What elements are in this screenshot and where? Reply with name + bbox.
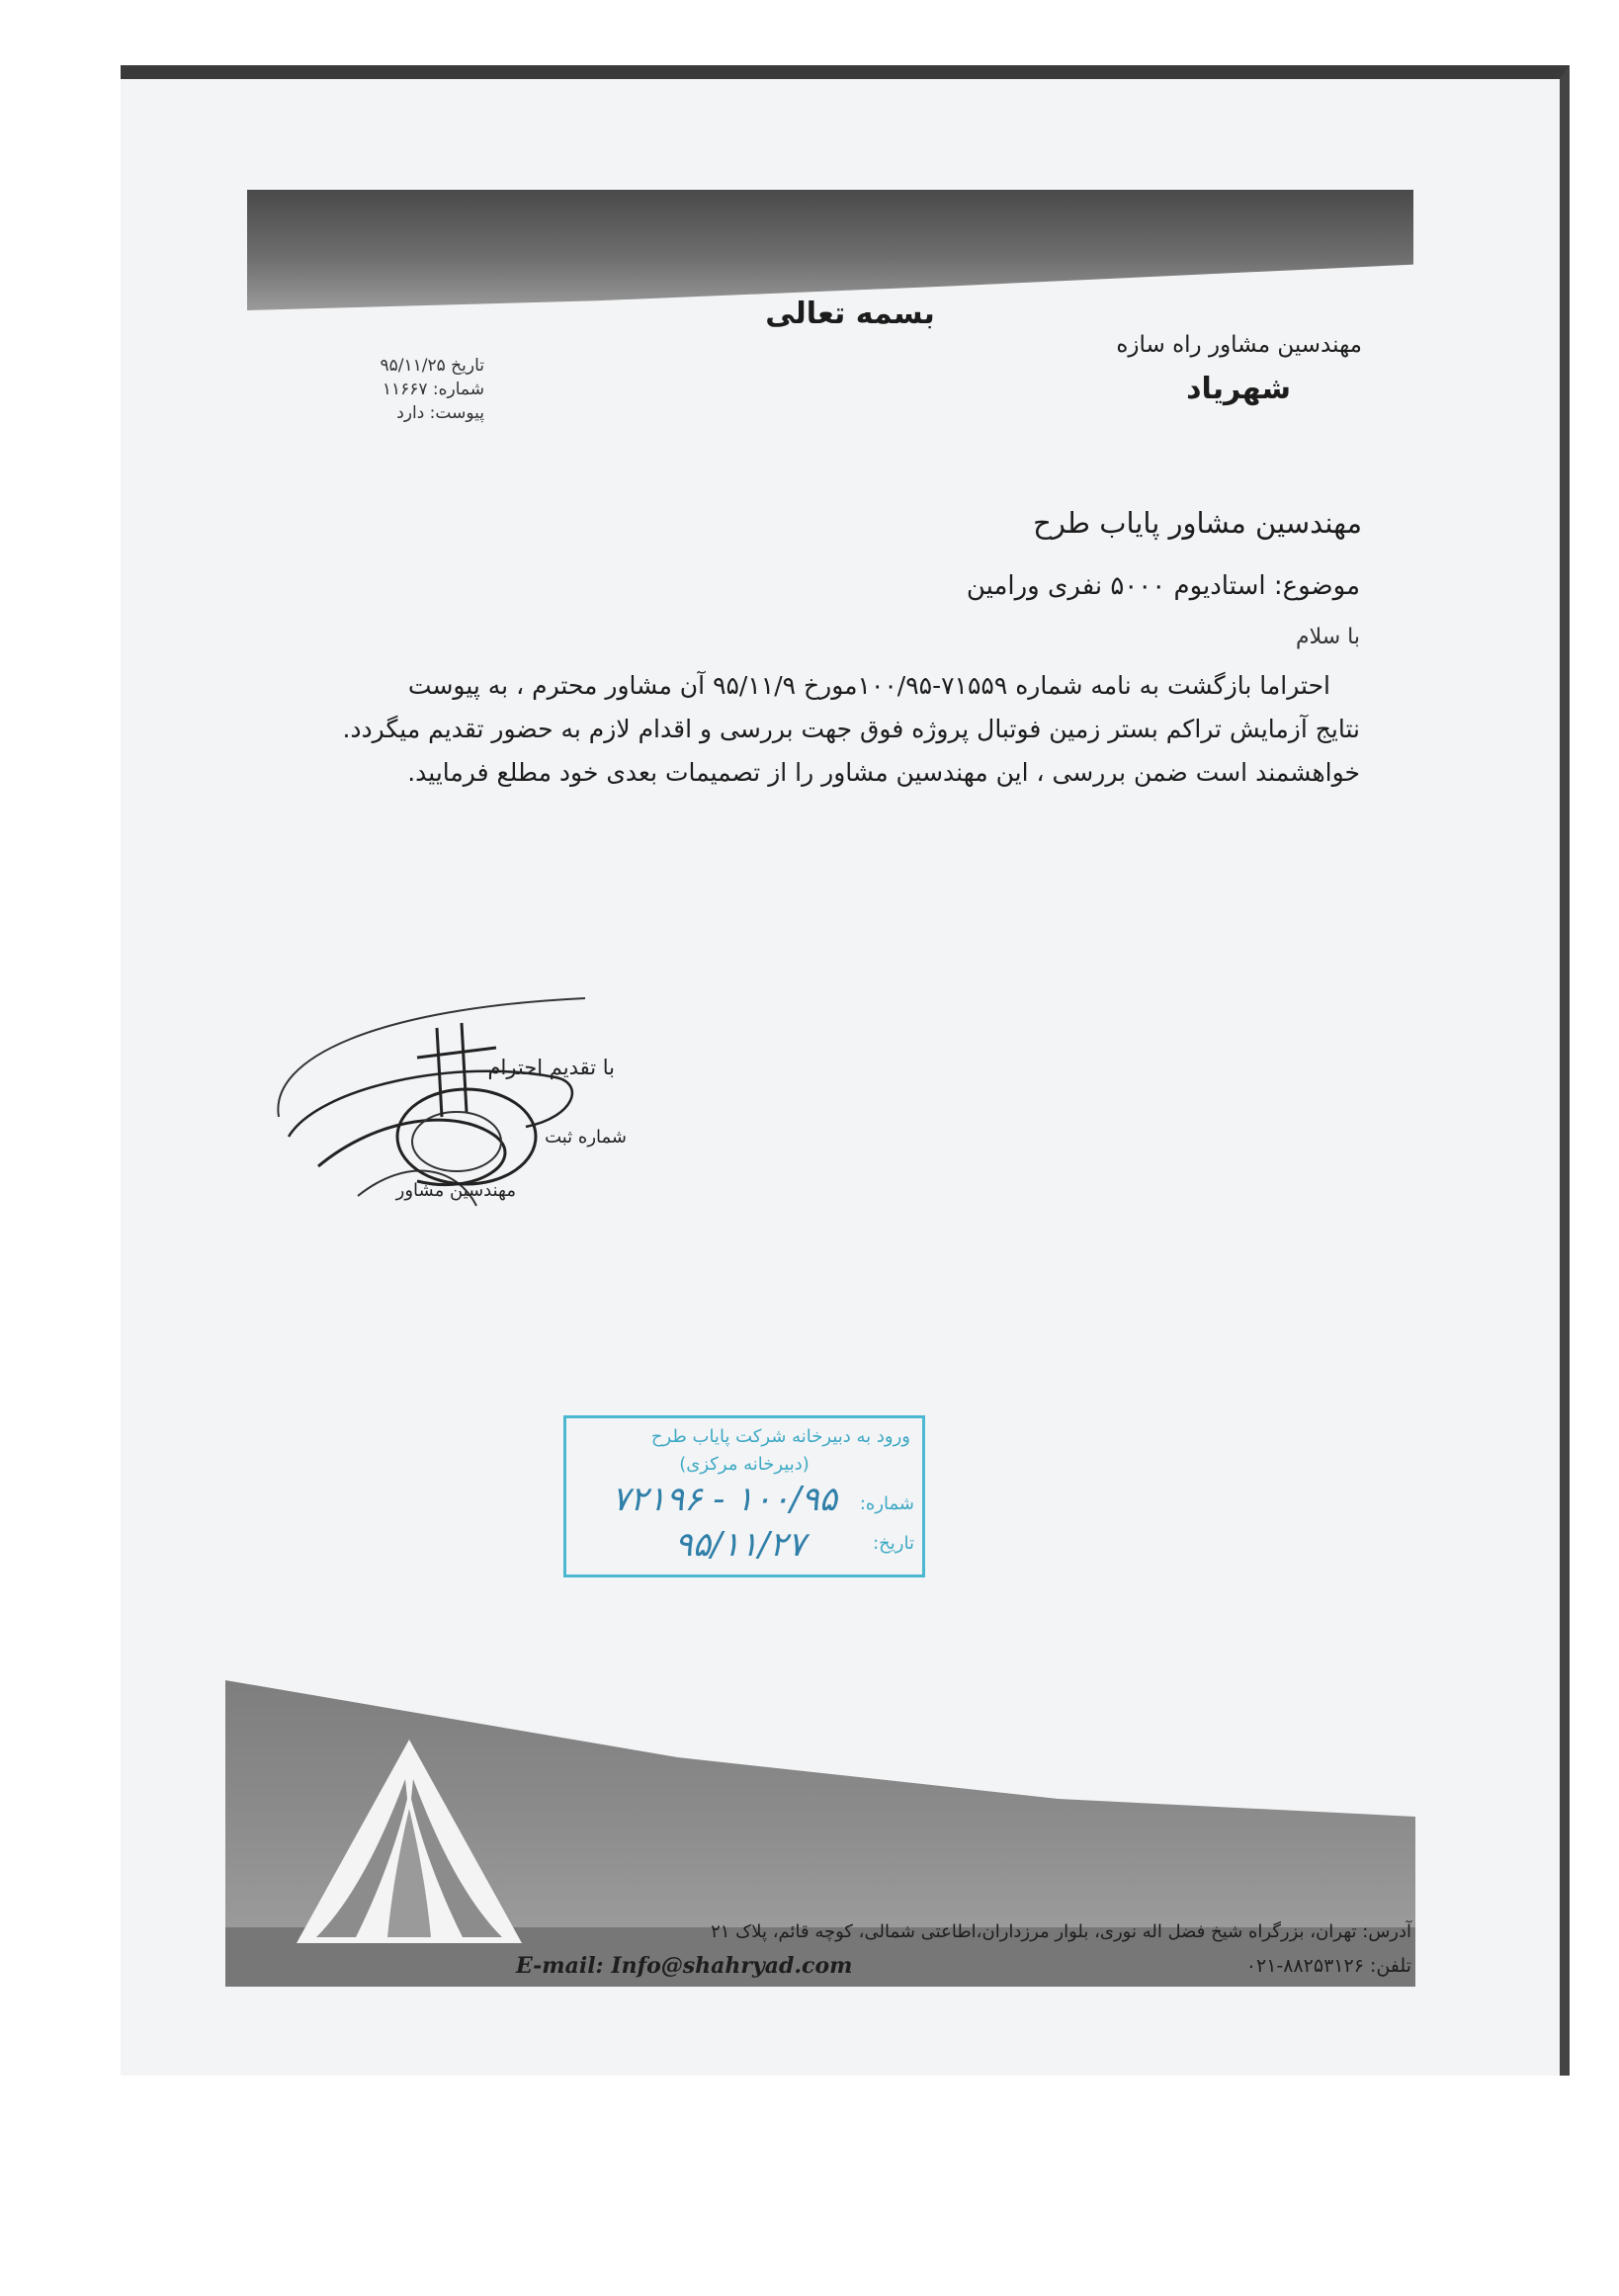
meta-attachment: پیوست: دارد <box>396 403 484 423</box>
letter-meta <box>326 354 484 425</box>
stamp-number-value: ۱۰۰/۹۵ - ۷۲۱۹۶ <box>612 1480 837 1519</box>
bismillah: بسمه تعالی <box>765 297 935 331</box>
company-name: مهندسین مشاور راه سازه <box>1116 332 1362 358</box>
footer-address: آدرس: تهران، بزرگراه شیخ فضل اله نوری، بلوار مرزداران،اطاعتی شمالی، کوچه قائم، پلاک ۲۱ <box>711 1921 1411 1942</box>
body-line: نتایج آزمایش تراکم بستر زمین فوتبال پروژه فوق جهت بررسی و اقدام لازم به حضور تقدیم میگردد. <box>342 715 1360 743</box>
brand-name: شهریاد <box>1186 372 1291 406</box>
signature-closing: با تقدیم احترام <box>487 1056 615 1079</box>
recipient: مهندسین مشاور پایاب طرح <box>1033 506 1362 540</box>
meta-date: تاریخ ۹۵/۱۱/۲۵ <box>380 356 484 376</box>
stamp-subtitle: (دبیرخانه مرکزی) <box>679 1454 810 1475</box>
company-logo-icon <box>297 1740 522 1943</box>
meta-number: شماره: ۱۱۶۶۷ <box>382 380 484 399</box>
salutation: با سلام <box>1295 625 1360 649</box>
seal-company: مهندسین مشاور <box>395 1180 516 1201</box>
letter-body <box>342 664 1360 795</box>
stamp-number-label: شماره: <box>859 1493 914 1514</box>
receipt-stamp <box>563 1415 925 1577</box>
subject: موضوع: استادیوم ۵۰۰۰ نفری ورامین <box>966 571 1360 601</box>
stamp-date-label: تاریخ: <box>873 1533 914 1554</box>
stamp-title: ورود به دبیرخانه شرکت پایاب طرح <box>650 1426 910 1447</box>
footer-phone: تلفن: ۸۸۲۵۳۱۲۶-۰۲۱ <box>1245 1955 1411 1977</box>
stamp-date-value: ۹۵/۱۱/۲۷ <box>674 1525 806 1565</box>
seal-registration: شماره ثبت <box>545 1127 627 1148</box>
body-line: خواهشمند است ضمن بررسی ، این مهندسین مشاور را از تصمیمات بعدی خود مطلع فرمایید. <box>407 758 1360 787</box>
signature-seal <box>259 969 627 1235</box>
body-line: احتراما بازگشت به نامه شماره ۷۱۵۵۹-۱۰۰/۹۵مورخ ۹۵/۱۱/۹ آن مشاور محترم ، به پیوست <box>407 671 1330 700</box>
footer-email[interactable]: E-mail: Info@shahryad.com <box>516 1953 853 1979</box>
